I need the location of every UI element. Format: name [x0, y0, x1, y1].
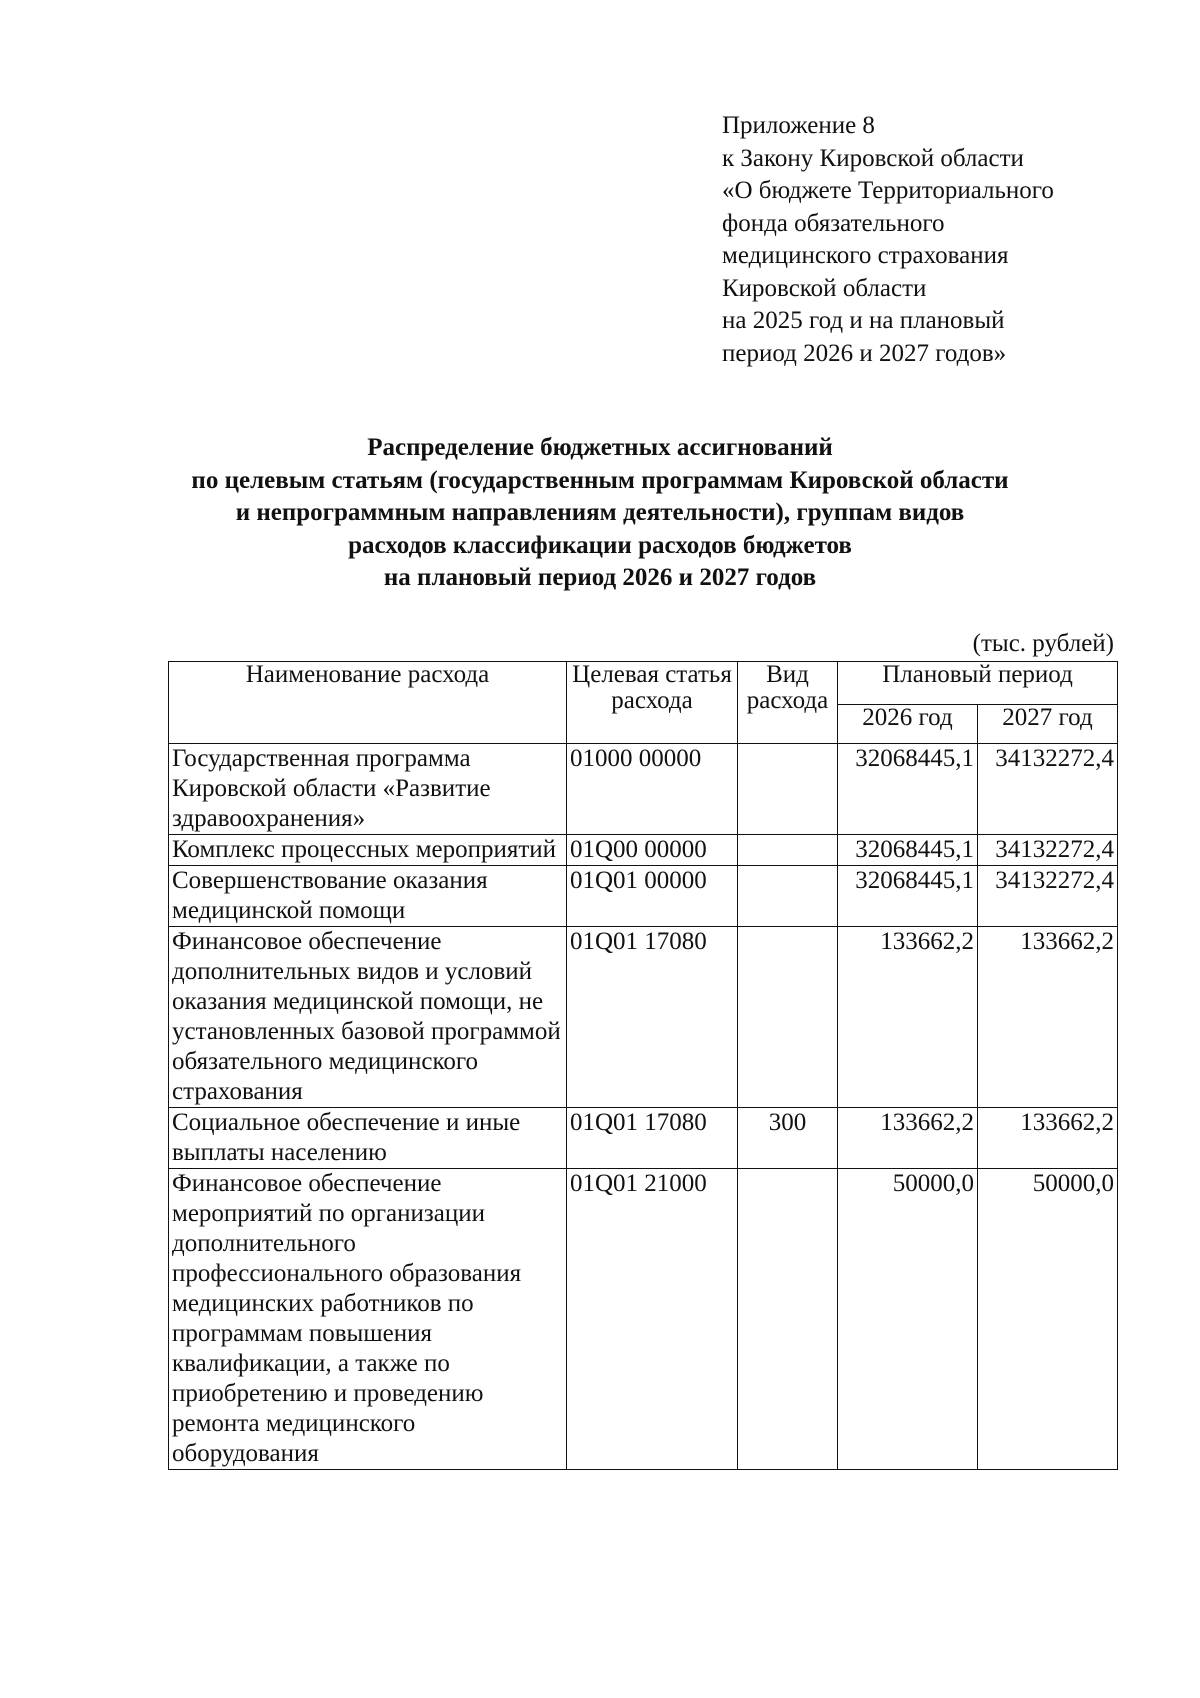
appendix-line: к Закону Кировской области — [722, 144, 1024, 172]
header-year-2026: 2026 год — [838, 705, 978, 744]
row-name: Социальное обеспечение и иные выплаты населению — [169, 1108, 567, 1169]
row-amount-2026: 133662,2 — [838, 1108, 978, 1169]
table-row — [169, 1108, 1118, 1169]
header-planning-period: Плановый период — [838, 662, 1118, 705]
appendix-line: на 2025 год и на плановый — [722, 307, 1005, 334]
row-amount-2027: 133662,2 — [978, 927, 1118, 1108]
row-name: Совершенствование оказания медицинской помощи — [169, 866, 567, 927]
row-amount-2026: 32068445,1 — [838, 744, 978, 835]
row-expense-type — [738, 1169, 838, 1470]
row-amount-2026: 32068445,1 — [838, 866, 978, 927]
row-target-article: 01Q01 21000 — [567, 1169, 738, 1470]
document-title — [150, 432, 1050, 595]
title-line: расходов классификации расходов бюджетов — [348, 531, 852, 559]
row-expense-type — [738, 835, 838, 866]
table-row — [169, 927, 1118, 1108]
row-target-article: 01Q00 00000 — [567, 835, 738, 866]
row-amount-2027: 50000,0 — [978, 1169, 1118, 1470]
header-target-article: Целевая статья расхода — [567, 662, 738, 744]
title-line: на плановый период 2026 и 2027 годов — [383, 564, 817, 591]
row-name: Государственная программа Кировской области «Развитие здравоохранения» — [169, 744, 567, 835]
row-target-article: 01Q01 17080 — [567, 1108, 738, 1169]
row-target-article: 01Q01 17080 — [567, 927, 738, 1108]
row-amount-2027: 34132272,4 — [978, 744, 1118, 835]
row-name: Финансовое обеспечение мероприятий по организации дополнительного профессионального образования медицинских работников по программам повышения квалификации, а также по приобретению и проведению ремонта медицинского оборудования — [169, 1169, 567, 1470]
row-expense-type — [738, 927, 838, 1108]
row-expense-type: 300 — [738, 1108, 838, 1169]
row-amount-2027: 34132272,4 — [978, 866, 1118, 927]
appendix-line: Кировской области — [722, 274, 927, 302]
header-expense-type: Вид расхода — [738, 662, 838, 744]
budget-table — [168, 661, 1118, 1470]
row-expense-type — [738, 744, 838, 835]
appendix-line: Приложение 8 — [722, 112, 875, 139]
appendix-reference — [722, 110, 1054, 370]
row-name: Комплекс процессных мероприятий — [169, 835, 567, 866]
units-label: (тыс. рублей) — [972, 630, 1114, 657]
table-row — [169, 866, 1118, 927]
row-amount-2026: 133662,2 — [838, 927, 978, 1108]
row-amount-2027: 34132272,4 — [978, 835, 1118, 866]
appendix-line: «О бюджете Территориального — [722, 177, 1054, 204]
row-amount-2026: 32068445,1 — [838, 835, 978, 866]
header-year-2027: 2027 год — [978, 705, 1118, 744]
appendix-line: период 2026 и 2027 годов» — [722, 339, 1007, 367]
table-row — [169, 835, 1118, 866]
row-amount-2026: 50000,0 — [838, 1169, 978, 1470]
row-name: Финансовое обеспечение дополнительных видов и условий оказания медицинской помощи, не установленных базовой программой обязательного медицинского страхования — [169, 927, 567, 1108]
title-line: по целевым статьям (государственным программам Кировской области — [191, 466, 1009, 494]
appendix-line: фонда обязательного — [722, 209, 945, 237]
title-line: и непрограммным направлениям деятельности), группам видов — [235, 499, 965, 526]
appendix-line: медицинского страхования — [722, 242, 1009, 269]
title-line: Распределение бюджетных ассигнований — [367, 434, 833, 461]
table-row — [169, 1169, 1118, 1470]
table-header-row — [169, 662, 1118, 705]
table-row — [169, 744, 1118, 835]
row-target-article: 01000 00000 — [567, 744, 738, 835]
row-target-article: 01Q01 00000 — [567, 866, 738, 927]
row-amount-2027: 133662,2 — [978, 1108, 1118, 1169]
header-name: Наименование расхода — [169, 662, 567, 744]
row-expense-type — [738, 866, 838, 927]
